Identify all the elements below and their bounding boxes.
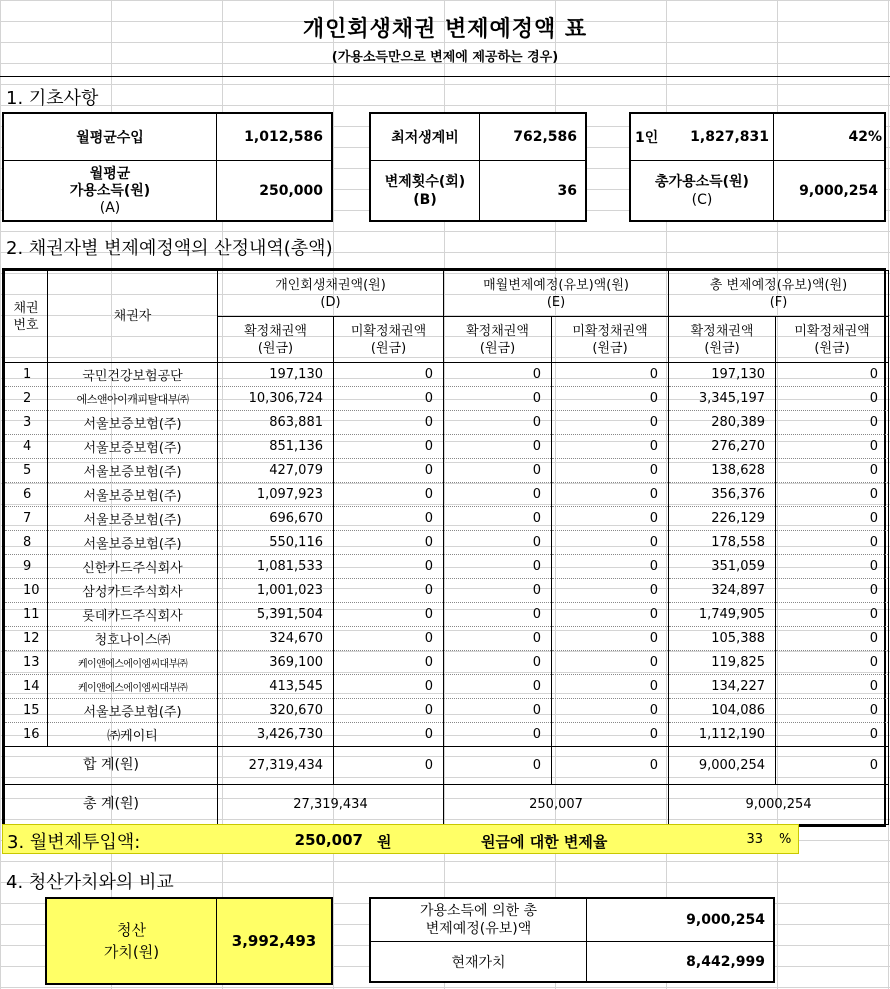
- subtotal-d-confirmed: 27,319,434: [218, 747, 334, 785]
- total-available-value: 9,000,254: [799, 183, 878, 199]
- total-repay-unconfirmed: 0: [776, 555, 889, 579]
- monthly-unconfirmed: 0: [552, 603, 669, 627]
- row-number: 10: [5, 579, 48, 603]
- claim-unconfirmed: 0: [334, 387, 444, 411]
- claim-unconfirmed: 0: [334, 579, 444, 603]
- total-repay-confirmed: 1,749,905: [669, 603, 776, 627]
- total-repay-confirmed: 134,227: [669, 675, 776, 699]
- section4-heading: 4. 청산가치와의 비교: [6, 872, 174, 893]
- creditor-name: 국민건강보험공단: [48, 363, 218, 387]
- monthly-confirmed: 0: [444, 435, 552, 459]
- table-row: [5, 483, 889, 507]
- total-repay-confirmed: 324,897: [669, 579, 776, 603]
- total-repay-confirmed: 280,389: [669, 411, 776, 435]
- creditor-name: 케이앤에스에이엠씨대부㈜: [48, 651, 218, 675]
- claim-unconfirmed: 0: [334, 363, 444, 387]
- table-row: [5, 555, 889, 579]
- claim-unconfirmed: 0: [334, 699, 444, 723]
- row-number: 12: [5, 627, 48, 651]
- total-repay-value: 9,000,254: [686, 912, 765, 928]
- subtotal-row: [5, 747, 889, 785]
- monthly-confirmed: 0: [444, 459, 552, 483]
- row-number: 1: [5, 363, 48, 387]
- table-row: [5, 603, 889, 627]
- total-repay-unconfirmed: 0: [776, 507, 889, 531]
- header-d: 개인회생채권액(원) (D): [218, 271, 444, 317]
- total-repay-unconfirmed: 0: [776, 627, 889, 651]
- total-repay-unconfirmed: 0: [776, 435, 889, 459]
- page-title: 개인회생채권 변제예정액 표: [302, 17, 588, 42]
- creditor-name: 서울보증보험(주): [48, 435, 218, 459]
- creditor-name: 서울보증보험(주): [48, 483, 218, 507]
- total-repay-unconfirmed: 0: [776, 675, 889, 699]
- repayment-rate-label: 원금에 대한 변제율: [481, 833, 608, 851]
- monthly-unconfirmed: 0: [552, 651, 669, 675]
- repay-count-value: 36: [557, 183, 577, 199]
- present-value-box: [369, 897, 775, 983]
- total-repay-unconfirmed: 0: [776, 387, 889, 411]
- monthly-unconfirmed: 0: [552, 387, 669, 411]
- header-no: 채권 번호: [5, 271, 48, 363]
- total-e: 250,007: [444, 785, 669, 825]
- creditor-name: 서울보증보험(주): [48, 699, 218, 723]
- row-number: 8: [5, 531, 48, 555]
- creditor-name: ㈜케이티: [48, 723, 218, 747]
- claim-confirmed: 5,391,504: [218, 603, 334, 627]
- min-living-label: 최저생계비: [391, 130, 459, 146]
- repayment-rate-value: 33: [746, 832, 763, 847]
- row-number: 9: [5, 555, 48, 579]
- subtotal-f-confirmed: 9,000,254: [669, 747, 776, 785]
- total-repay-label: 가용소득에 의한 총 변제예정(유보)액: [419, 903, 538, 937]
- household-size: 1인: [635, 130, 659, 146]
- total-available-label: 총가용소득(원) (C): [655, 174, 749, 208]
- total-repay-unconfirmed: 0: [776, 459, 889, 483]
- header-creditor: 채권자: [48, 271, 218, 363]
- monthly-confirmed: 0: [444, 555, 552, 579]
- table-row: [5, 435, 889, 459]
- present-value-value: 8,442,999: [686, 953, 765, 970]
- row-number: 6: [5, 483, 48, 507]
- total-f: 9,000,254: [669, 785, 889, 825]
- total-repay-unconfirmed: 0: [776, 651, 889, 675]
- monthly-unconfirmed: 0: [552, 507, 669, 531]
- table-row: [5, 531, 889, 555]
- row-number: 3: [5, 411, 48, 435]
- monthly-unconfirmed: 0: [552, 459, 669, 483]
- monthly-confirmed: 0: [444, 603, 552, 627]
- subtotal-d-unconfirmed: 0: [334, 747, 444, 785]
- monthly-unconfirmed: 0: [552, 411, 669, 435]
- header-f-unconfirmed: 미확정채권액 (원금): [776, 317, 889, 363]
- creditor-name: 신한카드주식회사: [48, 555, 218, 579]
- monthly-confirmed: 0: [444, 363, 552, 387]
- available-income-value: 250,000: [259, 183, 323, 199]
- creditor-table-wrap: [2, 268, 886, 827]
- monthly-unconfirmed: 0: [552, 363, 669, 387]
- claim-confirmed: 696,670: [218, 507, 334, 531]
- table-row: [5, 627, 889, 651]
- monthly-confirmed: 0: [444, 723, 552, 747]
- monthly-unconfirmed: 0: [552, 723, 669, 747]
- available-income-label: 월평균 가용소득(원) (A): [69, 165, 151, 216]
- claim-unconfirmed: 0: [334, 627, 444, 651]
- monthly-confirmed: 0: [444, 699, 552, 723]
- total-repay-confirmed: 226,129: [669, 507, 776, 531]
- creditor-name: 서울보증보험(주): [48, 507, 218, 531]
- monthly-confirmed: 0: [444, 411, 552, 435]
- header-d-unconfirmed: 미확정채권액 (원금): [334, 317, 444, 363]
- table-row: [5, 459, 889, 483]
- row-number: 11: [5, 603, 48, 627]
- creditor-name: 서울보증보험(주): [48, 459, 218, 483]
- row-number: 7: [5, 507, 48, 531]
- total-repay-unconfirmed: 0: [776, 723, 889, 747]
- header-f: 총 변제예정(유보)액(원) (F): [669, 271, 889, 317]
- creditor-name: 케이앤에스에이엠씨대부㈜: [48, 675, 218, 699]
- row-number: 5: [5, 459, 48, 483]
- monthly-confirmed: 0: [444, 675, 552, 699]
- repayment-rate-unit: %: [779, 832, 792, 847]
- total-repay-confirmed: 1,112,190: [669, 723, 776, 747]
- claim-unconfirmed: 0: [334, 435, 444, 459]
- total-repay-unconfirmed: 0: [776, 483, 889, 507]
- monthly-confirmed: 0: [444, 387, 552, 411]
- total-repay-confirmed: 3,345,197: [669, 387, 776, 411]
- table-row: [5, 411, 889, 435]
- total-repay-unconfirmed: 0: [776, 411, 889, 435]
- claim-unconfirmed: 0: [334, 531, 444, 555]
- liquidation-label: 청산 가치(원): [103, 921, 160, 961]
- living-cost-box: [369, 112, 587, 222]
- monthly-unconfirmed: 0: [552, 555, 669, 579]
- row-number: 4: [5, 435, 48, 459]
- claim-confirmed: 369,100: [218, 651, 334, 675]
- header-f-confirmed: 확정채권액 (원금): [669, 317, 776, 363]
- total-repay-unconfirmed: 0: [776, 579, 889, 603]
- section3-heading: 3. 월변제투입액:: [7, 832, 141, 853]
- subtotal-label: 합 계(원): [5, 747, 218, 785]
- claim-confirmed: 10,306,724: [218, 387, 334, 411]
- claim-confirmed: 550,116: [218, 531, 334, 555]
- claim-unconfirmed: 0: [334, 411, 444, 435]
- total-repay-unconfirmed: 0: [776, 531, 889, 555]
- total-repay-confirmed: 197,130: [669, 363, 776, 387]
- claim-unconfirmed: 0: [334, 483, 444, 507]
- liquidation-box: [45, 897, 333, 985]
- monthly-income-value: 1,012,586: [244, 129, 323, 145]
- section2-heading: 2. 채권자별 변제예정액의 산정내역(총액): [6, 238, 333, 259]
- creditor-table: [4, 270, 889, 825]
- monthly-confirmed: 0: [444, 483, 552, 507]
- page-subtitle: (가용소득만으로 변제에 제공하는 경우): [331, 50, 559, 65]
- present-value-label: 현재가치: [451, 954, 506, 971]
- claim-confirmed: 1,081,533: [218, 555, 334, 579]
- monthly-unconfirmed: 0: [552, 579, 669, 603]
- creditor-name: 삼성카드주식회사: [48, 579, 218, 603]
- table-row: [5, 699, 889, 723]
- table-row: [5, 651, 889, 675]
- liquidation-value: 3,992,493: [231, 932, 317, 950]
- section1-heading: 1. 기초사항: [6, 88, 99, 109]
- table-row: [5, 579, 889, 603]
- monthly-confirmed: 0: [444, 579, 552, 603]
- claim-confirmed: 320,670: [218, 699, 334, 723]
- subtotal-e-confirmed: 0: [444, 747, 552, 785]
- monthly-unconfirmed: 0: [552, 435, 669, 459]
- creditor-name: 서울보증보험(주): [48, 531, 218, 555]
- claim-confirmed: 324,670: [218, 627, 334, 651]
- claim-unconfirmed: 0: [334, 651, 444, 675]
- total-repay-confirmed: 138,628: [669, 459, 776, 483]
- total-row: [5, 785, 889, 825]
- total-repay-confirmed: 276,270: [669, 435, 776, 459]
- total-repay-confirmed: 356,376: [669, 483, 776, 507]
- claim-confirmed: 1,097,923: [218, 483, 334, 507]
- monthly-payment-amount: 250,007: [294, 831, 363, 849]
- monthly-confirmed: 0: [444, 651, 552, 675]
- creditor-name: 롯데카드주식회사: [48, 603, 218, 627]
- total-repay-unconfirmed: 0: [776, 603, 889, 627]
- creditor-name: 청호나이스㈜: [48, 627, 218, 651]
- monthly-payment-unit: 원: [377, 833, 392, 851]
- monthly-unconfirmed: 0: [552, 483, 669, 507]
- min-living-value: 762,586: [513, 129, 577, 145]
- total-repay-confirmed: 105,388: [669, 627, 776, 651]
- total-repay-confirmed: 178,558: [669, 531, 776, 555]
- monthly-unconfirmed: 0: [552, 627, 669, 651]
- section3-bar: [2, 824, 799, 854]
- total-label: 총 계(원): [5, 785, 218, 825]
- claim-unconfirmed: 0: [334, 723, 444, 747]
- claim-confirmed: 197,130: [218, 363, 334, 387]
- claim-confirmed: 851,136: [218, 435, 334, 459]
- subtotal-e-unconfirmed: 0: [552, 747, 669, 785]
- claim-unconfirmed: 0: [334, 459, 444, 483]
- subtotal-f-unconfirmed: 0: [776, 747, 889, 785]
- monthly-unconfirmed: 0: [552, 531, 669, 555]
- claim-confirmed: 413,545: [218, 675, 334, 699]
- monthly-confirmed: 0: [444, 507, 552, 531]
- claim-unconfirmed: 0: [334, 603, 444, 627]
- header-e: 매월변제예정(유보)액(원) (E): [444, 271, 669, 317]
- table-row: [5, 363, 889, 387]
- monthly-income-label: 월평균수입: [76, 130, 144, 146]
- row-number: 13: [5, 651, 48, 675]
- monthly-confirmed: 0: [444, 531, 552, 555]
- claim-unconfirmed: 0: [334, 675, 444, 699]
- divider: [0, 76, 890, 77]
- total-repay-confirmed: 351,059: [669, 555, 776, 579]
- table-row: [5, 507, 889, 531]
- claim-confirmed: 3,426,730: [218, 723, 334, 747]
- total-repay-unconfirmed: 0: [776, 699, 889, 723]
- monthly-unconfirmed: 0: [552, 675, 669, 699]
- table-row: [5, 387, 889, 411]
- table-row: [5, 675, 889, 699]
- total-repay-confirmed: 119,825: [669, 651, 776, 675]
- monthly-unconfirmed: 0: [552, 699, 669, 723]
- household-box: [629, 112, 886, 222]
- total-d: 27,319,434: [218, 785, 444, 825]
- claim-unconfirmed: 0: [334, 507, 444, 531]
- claim-confirmed: 1,001,023: [218, 579, 334, 603]
- claim-confirmed: 863,881: [218, 411, 334, 435]
- creditor-name: 서울보증보험(주): [48, 411, 218, 435]
- table-row: [5, 723, 889, 747]
- row-number: 16: [5, 723, 48, 747]
- header-d-confirmed: 확정채권액 (원금): [218, 317, 334, 363]
- row-number: 14: [5, 675, 48, 699]
- row-number: 2: [5, 387, 48, 411]
- claim-unconfirmed: 0: [334, 555, 444, 579]
- creditor-name: 에스앤아이캐피탈대부㈜: [48, 387, 218, 411]
- header-e-unconfirmed: 미확정채권액 (원금): [552, 317, 669, 363]
- household-percent: 42%: [848, 129, 882, 145]
- monthly-confirmed: 0: [444, 627, 552, 651]
- row-number: 15: [5, 699, 48, 723]
- header-e-confirmed: 확정채권액 (원금): [444, 317, 552, 363]
- income-box: [2, 112, 333, 222]
- claim-confirmed: 427,079: [218, 459, 334, 483]
- repay-count-label: 변제횟수(회) (B): [384, 174, 466, 208]
- total-repay-confirmed: 104,086: [669, 699, 776, 723]
- household-value: 1,827,831: [690, 129, 769, 145]
- total-repay-unconfirmed: 0: [776, 363, 889, 387]
